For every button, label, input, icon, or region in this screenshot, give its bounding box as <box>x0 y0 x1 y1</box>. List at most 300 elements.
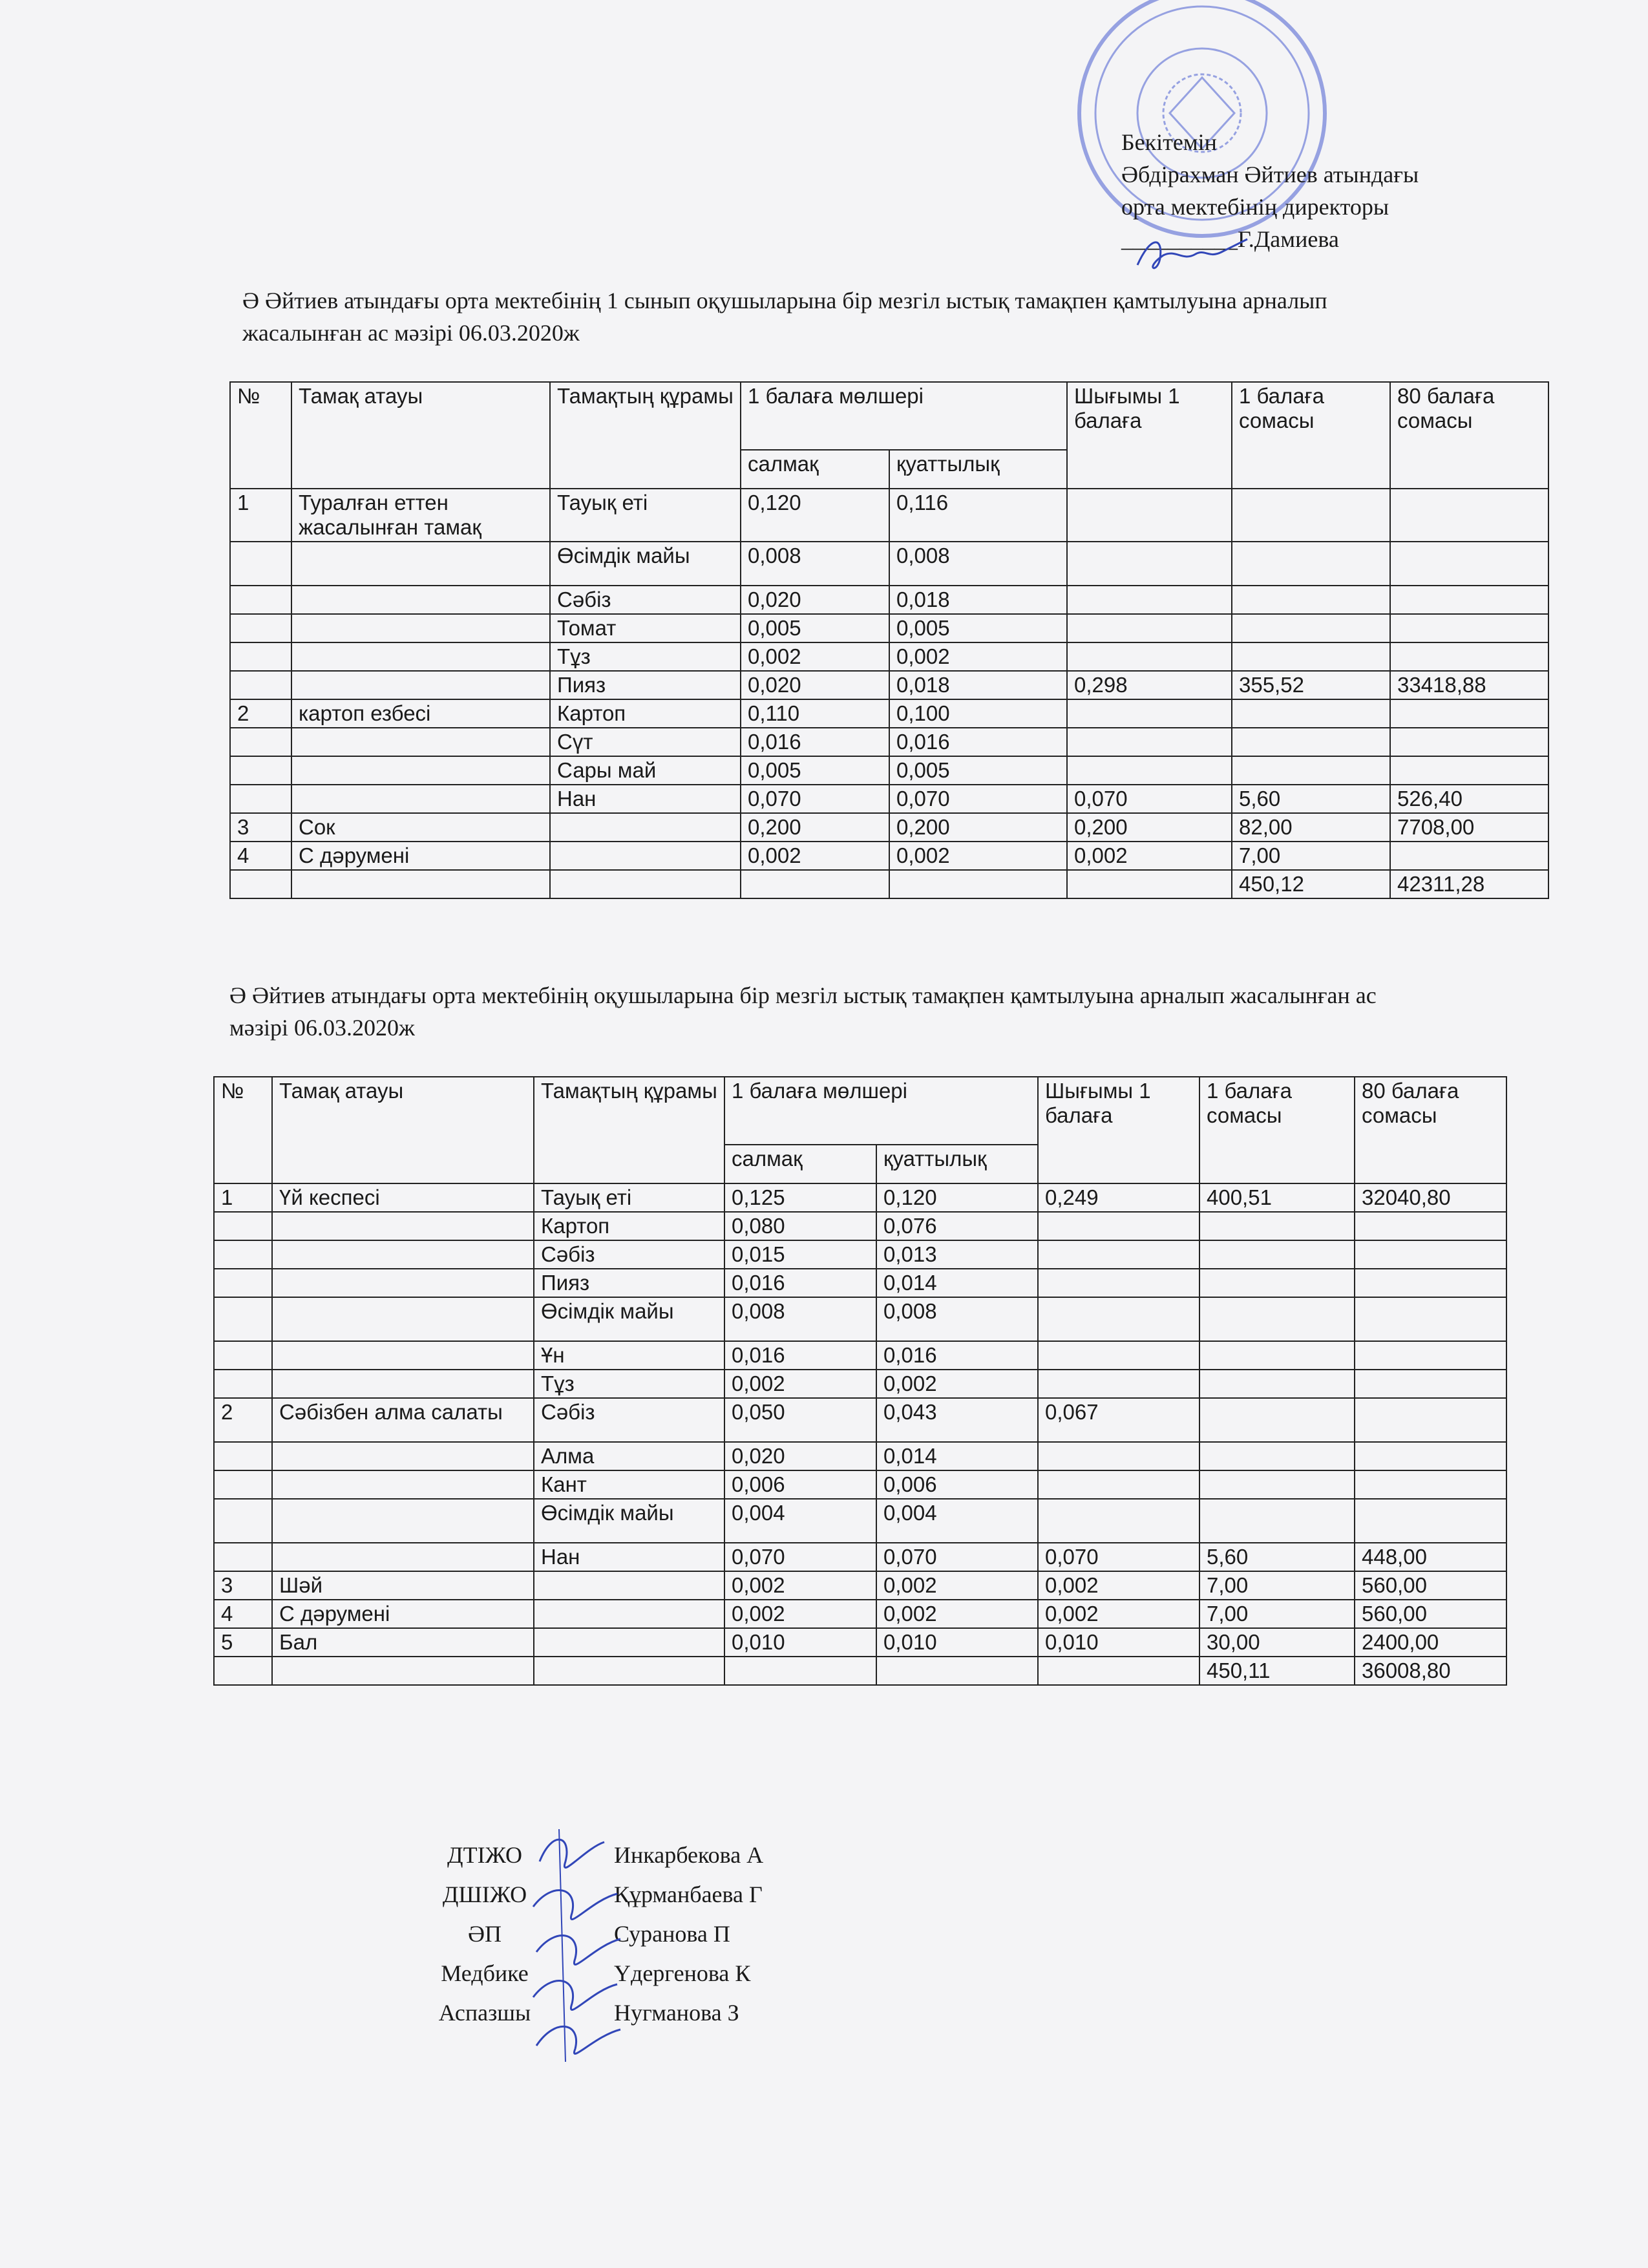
signatory-name: Суранова П <box>614 1921 730 1947</box>
cell-num <box>214 1657 272 1685</box>
cell-ingredient: Сәбіз <box>534 1240 724 1269</box>
cell-energy: 0,018 <box>889 586 1067 614</box>
header-num: № <box>230 382 291 489</box>
cell-yield: 0,200 <box>1067 813 1232 842</box>
cell-dish-name: Сок <box>291 813 550 842</box>
menu2-title-line-2: мәзірі 06.03.2020ж <box>229 1015 415 1041</box>
table-row <box>230 489 1548 542</box>
cell-sum-80 <box>1390 542 1548 586</box>
menu1-title <box>242 284 1327 349</box>
cell-sum-1 <box>1199 1341 1355 1370</box>
cell-num: 2 <box>214 1398 272 1442</box>
cell-weight: 0,080 <box>724 1212 876 1240</box>
cell-dish-name: Сәбізбен алма салаты <box>272 1398 534 1442</box>
cell-sum-1 <box>1199 1269 1355 1297</box>
header-weight: салмақ <box>741 450 889 489</box>
cell-yield <box>1067 614 1232 642</box>
cell-energy: 0,043 <box>876 1398 1038 1442</box>
header-weight: салмақ <box>724 1145 876 1183</box>
cell-num <box>230 756 291 785</box>
cell-yield <box>1067 728 1232 756</box>
cell-yield: 0,070 <box>1038 1543 1199 1571</box>
cell-dish-name <box>272 1341 534 1370</box>
cell-weight: 0,010 <box>724 1628 876 1657</box>
cell-energy: 0,014 <box>876 1442 1038 1470</box>
cell-energy: 0,076 <box>876 1212 1038 1240</box>
cell-weight: 0,006 <box>724 1470 876 1499</box>
cell-sum-1 <box>1199 1470 1355 1499</box>
table-row <box>230 728 1548 756</box>
table-row <box>214 1183 1506 1212</box>
cell-ingredient: Өсімдік майы <box>534 1297 724 1341</box>
table-row <box>214 1442 1506 1470</box>
cell-dish-name <box>291 542 550 586</box>
cell-energy: 0,018 <box>889 671 1067 699</box>
table-row <box>214 1341 1506 1370</box>
cell-sum-1 <box>1199 1297 1355 1341</box>
cell-yield: 0,249 <box>1038 1183 1199 1212</box>
cell-num <box>230 586 291 614</box>
cell-dish-name <box>272 1240 534 1269</box>
cell-ingredient: Тауық еті <box>550 489 741 542</box>
header-yield: Шығымы 1 балаға <box>1067 382 1232 489</box>
cell-num: 4 <box>214 1600 272 1628</box>
cell-weight: 0,005 <box>741 614 889 642</box>
cell-ingredient: Алма <box>534 1442 724 1470</box>
cell-dish-name <box>272 1442 534 1470</box>
cell-ingredient <box>534 1600 724 1628</box>
cell-dish-name: Бал <box>272 1628 534 1657</box>
cell-yield <box>1067 542 1232 586</box>
header-energy: қуаттылық <box>889 450 1067 489</box>
cell-sum-1: 30,00 <box>1199 1628 1355 1657</box>
cell-ingredient: Тауық еті <box>534 1183 724 1212</box>
cell-energy <box>876 1657 1038 1685</box>
menu2-title <box>229 979 1377 1044</box>
cell-ingredient: Пияз <box>534 1269 724 1297</box>
cell-sum-80 <box>1390 489 1548 542</box>
cell-ingredient: Томат <box>550 614 741 642</box>
cell-num <box>214 1499 272 1543</box>
cell-sum-80: 560,00 <box>1355 1571 1506 1600</box>
cell-sum-80 <box>1390 586 1548 614</box>
cell-ingredient <box>550 870 741 898</box>
table-row <box>230 671 1548 699</box>
cell-sum-80 <box>1355 1370 1506 1398</box>
cell-dish-name <box>291 728 550 756</box>
cell-ingredient <box>534 1628 724 1657</box>
cell-sum-80 <box>1390 728 1548 756</box>
cell-sum-1 <box>1199 1398 1355 1442</box>
table-row <box>214 1499 1506 1543</box>
table-row <box>230 614 1548 642</box>
cell-ingredient: Өсімдік майы <box>534 1499 724 1543</box>
cell-energy: 0,002 <box>889 842 1067 870</box>
cell-ingredient <box>534 1571 724 1600</box>
cell-num <box>214 1341 272 1370</box>
header-name: Тамақ атауы <box>291 382 550 489</box>
cell-dish-name <box>272 1269 534 1297</box>
cell-weight: 0,200 <box>741 813 889 842</box>
menu1-title-line-2: жасалынған ас мәзірі 06.03.2020ж <box>242 320 580 346</box>
cell-num <box>230 671 291 699</box>
table-row <box>214 1657 1506 1685</box>
header-sum1: 1 балаға сомасы <box>1232 382 1390 489</box>
cell-energy: 0,005 <box>889 614 1067 642</box>
cell-yield <box>1038 1269 1199 1297</box>
cell-sum-80: 36008,80 <box>1355 1657 1506 1685</box>
cell-sum-1 <box>1232 642 1390 671</box>
cell-weight: 0,008 <box>724 1297 876 1341</box>
cell-num <box>214 1240 272 1269</box>
cell-ingredient <box>550 842 741 870</box>
cell-dish-name <box>272 1370 534 1398</box>
cell-sum-1: 5,60 <box>1232 785 1390 813</box>
cell-yield <box>1067 756 1232 785</box>
cell-energy: 0,008 <box>889 542 1067 586</box>
table-row <box>230 756 1548 785</box>
table-row <box>214 1269 1506 1297</box>
menu1-title-line-1: Ә Әйтиев атындағы орта мектебінің 1 сынып оқушыларына бір мезгіл ыстық тамақпен қамтылуына арналып <box>242 288 1327 313</box>
table-row <box>214 1212 1506 1240</box>
cell-num <box>230 542 291 586</box>
cell-sum-80: 7708,00 <box>1390 813 1548 842</box>
cell-sum-1: 450,12 <box>1232 870 1390 898</box>
cell-num: 1 <box>214 1183 272 1212</box>
header-sum1: 1 балаға сомасы <box>1199 1077 1355 1183</box>
cell-weight: 0,004 <box>724 1499 876 1543</box>
table-row <box>230 870 1548 898</box>
cell-sum-80 <box>1355 1240 1506 1269</box>
cell-dish-name <box>291 785 550 813</box>
cell-dish-name <box>272 1212 534 1240</box>
table-row <box>214 1240 1506 1269</box>
cell-sum-1 <box>1199 1499 1355 1543</box>
cell-sum-80: 33418,88 <box>1390 671 1548 699</box>
handwritten-signatures <box>520 1823 630 2068</box>
cell-num <box>230 642 291 671</box>
cell-ingredient: Ұн <box>534 1341 724 1370</box>
cell-num: 4 <box>230 842 291 870</box>
cell-energy: 0,070 <box>889 785 1067 813</box>
cell-sum-80 <box>1390 756 1548 785</box>
cell-sum-1: 5,60 <box>1199 1543 1355 1571</box>
cell-weight: 0,002 <box>741 842 889 870</box>
cell-num <box>214 1470 272 1499</box>
approval-line-3: орта мектебінің директоры <box>1121 194 1389 220</box>
cell-num: 2 <box>230 699 291 728</box>
cell-num <box>214 1212 272 1240</box>
cell-sum-80: 2400,00 <box>1355 1628 1506 1657</box>
cell-weight <box>724 1657 876 1685</box>
cell-weight: 0,008 <box>741 542 889 586</box>
cell-yield <box>1067 870 1232 898</box>
cell-yield <box>1067 489 1232 542</box>
cell-ingredient: Тұз <box>550 642 741 671</box>
approval-line-4: __________Г.Дамиева <box>1121 226 1339 252</box>
cell-sum-80 <box>1355 1269 1506 1297</box>
cell-num <box>230 870 291 898</box>
cell-sum-1: 82,00 <box>1232 813 1390 842</box>
cell-weight: 0,015 <box>724 1240 876 1269</box>
cell-sum-80: 526,40 <box>1390 785 1548 813</box>
table-row <box>214 1297 1506 1341</box>
signatory-role: ӘП <box>468 1921 502 1947</box>
approval-line-2: Әбдірахман Әйтиев атындағы <box>1121 162 1419 187</box>
cell-yield <box>1038 1657 1199 1685</box>
cell-yield <box>1038 1297 1199 1341</box>
cell-weight: 0,005 <box>741 756 889 785</box>
cell-weight: 0,002 <box>741 642 889 671</box>
cell-weight: 0,020 <box>741 671 889 699</box>
cell-sum-80 <box>1390 842 1548 870</box>
header-num: № <box>214 1077 272 1183</box>
cell-num: 3 <box>214 1571 272 1600</box>
cell-ingredient: Нан <box>534 1543 724 1571</box>
table-row <box>230 785 1548 813</box>
cell-sum-1: 7,00 <box>1199 1571 1355 1600</box>
cell-dish-name: Туралған еттен жасалынған тамақ <box>291 489 550 542</box>
cell-num: 5 <box>214 1628 272 1657</box>
approval-line-1: Бекітемін <box>1121 129 1217 155</box>
cell-dish-name: С дәрумені <box>291 842 550 870</box>
table-row <box>230 813 1548 842</box>
cell-yield: 0,002 <box>1038 1600 1199 1628</box>
cell-weight: 0,070 <box>741 785 889 813</box>
header-sum80: 80 балаға сомасы <box>1355 1077 1506 1183</box>
cell-num <box>230 785 291 813</box>
table-row <box>230 699 1548 728</box>
cell-sum-80 <box>1355 1341 1506 1370</box>
cell-sum-1 <box>1199 1370 1355 1398</box>
header-per-child: 1 балаға мөлшері <box>741 382 1067 450</box>
signatory-role: ДШІЖО <box>442 1881 527 1907</box>
cell-sum-1 <box>1232 756 1390 785</box>
cell-dish-name <box>291 756 550 785</box>
cell-energy <box>889 870 1067 898</box>
cell-weight: 0,002 <box>724 1571 876 1600</box>
cell-num: 3 <box>230 813 291 842</box>
table-row <box>230 586 1548 614</box>
cell-num <box>214 1442 272 1470</box>
cell-weight: 0,002 <box>724 1370 876 1398</box>
cell-yield <box>1038 1212 1199 1240</box>
cell-dish-name: Шәй <box>272 1571 534 1600</box>
cell-energy: 0,006 <box>876 1470 1038 1499</box>
cell-num: 1 <box>230 489 291 542</box>
cell-ingredient: Нан <box>550 785 741 813</box>
cell-weight: 0,020 <box>724 1442 876 1470</box>
cell-yield <box>1038 1470 1199 1499</box>
table-row <box>214 1571 1506 1600</box>
cell-sum-80: 560,00 <box>1355 1600 1506 1628</box>
signatory-role: ДТІЖО <box>447 1842 522 1868</box>
cell-ingredient: Өсімдік майы <box>550 542 741 586</box>
signatory-name: Құрманбаева Г <box>614 1881 763 1907</box>
menu2-table <box>213 1076 1507 1686</box>
cell-ingredient: Тұз <box>534 1370 724 1398</box>
cell-energy: 0,016 <box>876 1341 1038 1370</box>
cell-energy: 0,100 <box>889 699 1067 728</box>
cell-sum-80 <box>1355 1398 1506 1442</box>
cell-sum-1 <box>1199 1240 1355 1269</box>
cell-yield <box>1038 1240 1199 1269</box>
signatory-role: Медбике <box>441 1960 529 1986</box>
header-per-child: 1 балаға мөлшері <box>724 1077 1038 1145</box>
cell-sum-80 <box>1355 1470 1506 1499</box>
cell-dish-name <box>291 642 550 671</box>
cell-weight: 0,050 <box>724 1398 876 1442</box>
table-row <box>214 1470 1506 1499</box>
cell-sum-1: 355,52 <box>1232 671 1390 699</box>
table-row <box>214 1370 1506 1398</box>
cell-yield: 0,002 <box>1067 842 1232 870</box>
table-row <box>214 1398 1506 1442</box>
cell-sum-1 <box>1232 728 1390 756</box>
cell-ingredient: Пияз <box>550 671 741 699</box>
cell-yield: 0,002 <box>1038 1571 1199 1600</box>
cell-weight <box>741 870 889 898</box>
table-row <box>230 642 1548 671</box>
cell-ingredient: Картоп <box>534 1212 724 1240</box>
cell-dish-name <box>291 586 550 614</box>
cell-yield <box>1038 1341 1199 1370</box>
cell-yield <box>1067 699 1232 728</box>
cell-dish-name <box>291 671 550 699</box>
cell-sum-1: 7,00 <box>1199 1600 1355 1628</box>
cell-energy: 0,002 <box>876 1571 1038 1600</box>
cell-num <box>230 614 291 642</box>
cell-sum-1: 400,51 <box>1199 1183 1355 1212</box>
cell-energy: 0,002 <box>876 1370 1038 1398</box>
cell-sum-1 <box>1232 489 1390 542</box>
header-sum80: 80 балаға сомасы <box>1390 382 1548 489</box>
cell-yield: 0,010 <box>1038 1628 1199 1657</box>
cell-yield <box>1038 1499 1199 1543</box>
header-composition: Тамақтың құрамы <box>550 382 741 489</box>
cell-sum-1 <box>1232 586 1390 614</box>
cell-yield <box>1038 1442 1199 1470</box>
cell-sum-80 <box>1390 614 1548 642</box>
cell-energy: 0,120 <box>876 1183 1038 1212</box>
signatory-name: Нугманова З <box>614 2000 739 2026</box>
header-name: Тамақ атауы <box>272 1077 534 1183</box>
cell-sum-80: 448,00 <box>1355 1543 1506 1571</box>
cell-sum-1: 450,11 <box>1199 1657 1355 1685</box>
cell-sum-80 <box>1390 699 1548 728</box>
cell-num <box>230 728 291 756</box>
cell-dish-name <box>291 614 550 642</box>
cell-energy: 0,200 <box>889 813 1067 842</box>
cell-energy: 0,004 <box>876 1499 1038 1543</box>
cell-energy: 0,005 <box>889 756 1067 785</box>
cell-sum-80 <box>1390 642 1548 671</box>
cell-sum-1 <box>1232 614 1390 642</box>
cell-energy: 0,002 <box>889 642 1067 671</box>
cell-energy: 0,116 <box>889 489 1067 542</box>
cell-dish-name <box>272 1499 534 1543</box>
cell-num <box>214 1269 272 1297</box>
header-composition: Тамақтың құрамы <box>534 1077 724 1183</box>
cell-sum-80: 32040,80 <box>1355 1183 1506 1212</box>
signatory-name: Инкарбекова А <box>614 1842 764 1868</box>
cell-sum-80 <box>1355 1212 1506 1240</box>
cell-dish-name <box>291 870 550 898</box>
cell-energy: 0,008 <box>876 1297 1038 1341</box>
menu2-title-line-1: Ә Әйтиев атындағы орта мектебінің оқушыларына бір мезгіл ыстық тамақпен қамтылуына арналып жасалынған ас <box>229 982 1377 1008</box>
table-row <box>230 542 1548 586</box>
cell-dish-name <box>272 1543 534 1571</box>
cell-sum-80 <box>1355 1442 1506 1470</box>
cell-sum-1 <box>1199 1212 1355 1240</box>
cell-energy: 0,016 <box>889 728 1067 756</box>
cell-dish-name: Үй кеспесі <box>272 1183 534 1212</box>
director-signature <box>1125 229 1254 281</box>
cell-yield <box>1038 1370 1199 1398</box>
cell-yield: 0,298 <box>1067 671 1232 699</box>
cell-sum-1 <box>1199 1442 1355 1470</box>
cell-sum-1 <box>1232 542 1390 586</box>
table-row <box>214 1600 1506 1628</box>
cell-ingredient <box>550 813 741 842</box>
cell-weight: 0,110 <box>741 699 889 728</box>
menu1-body <box>230 489 1548 898</box>
cell-energy: 0,013 <box>876 1240 1038 1269</box>
cell-ingredient: Картоп <box>550 699 741 728</box>
cell-dish-name <box>272 1297 534 1341</box>
cell-ingredient: Сәбіз <box>550 586 741 614</box>
signatory-name: Үдергенова К <box>614 1960 751 1986</box>
cell-weight: 0,016 <box>724 1269 876 1297</box>
cell-dish-name: картоп езбесі <box>291 699 550 728</box>
cell-weight: 0,002 <box>724 1600 876 1628</box>
cell-weight: 0,016 <box>724 1341 876 1370</box>
cell-sum-1 <box>1232 699 1390 728</box>
cell-weight: 0,016 <box>741 728 889 756</box>
signatory-role: Аспазшы <box>438 2000 531 2026</box>
cell-ingredient: Сәбіз <box>534 1398 724 1442</box>
cell-num <box>214 1370 272 1398</box>
menu1-table <box>229 381 1549 899</box>
cell-weight: 0,020 <box>741 586 889 614</box>
cell-sum-80: 42311,28 <box>1390 870 1548 898</box>
header-yield: Шығымы 1 балаға <box>1038 1077 1199 1183</box>
header-energy: қуаттылық <box>876 1145 1038 1183</box>
menu2-body <box>214 1183 1506 1685</box>
cell-weight: 0,125 <box>724 1183 876 1212</box>
cell-yield <box>1067 642 1232 671</box>
cell-weight: 0,070 <box>724 1543 876 1571</box>
cell-sum-80 <box>1355 1297 1506 1341</box>
cell-dish-name <box>272 1657 534 1685</box>
cell-yield: 0,070 <box>1067 785 1232 813</box>
table-row <box>214 1543 1506 1571</box>
cell-energy: 0,070 <box>876 1543 1038 1571</box>
cell-energy: 0,010 <box>876 1628 1038 1657</box>
table-row <box>214 1628 1506 1657</box>
cell-ingredient: Сары май <box>550 756 741 785</box>
cell-sum-1: 7,00 <box>1232 842 1390 870</box>
cell-dish-name <box>272 1470 534 1499</box>
cell-weight: 0,120 <box>741 489 889 542</box>
cell-num <box>214 1297 272 1341</box>
cell-ingredient <box>534 1657 724 1685</box>
cell-ingredient: Сүт <box>550 728 741 756</box>
cell-energy: 0,002 <box>876 1600 1038 1628</box>
cell-ingredient: Кант <box>534 1470 724 1499</box>
cell-yield: 0,067 <box>1038 1398 1199 1442</box>
table-row <box>230 842 1548 870</box>
